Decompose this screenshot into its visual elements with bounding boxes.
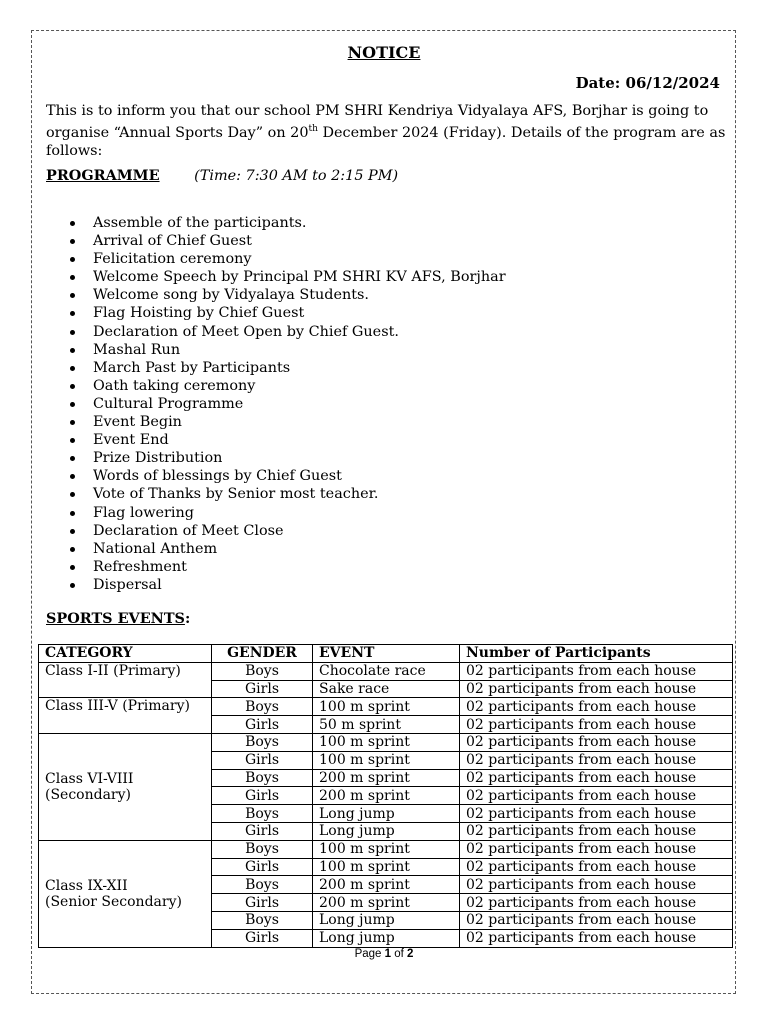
bullet-icon	[70, 257, 75, 262]
programme-item	[46, 431, 506, 449]
bullet-icon	[70, 474, 75, 479]
programme-list	[46, 214, 506, 594]
programme-item	[46, 268, 506, 286]
participants-cell: 02 participants from each house	[460, 698, 733, 716]
bullet-icon	[70, 529, 75, 534]
programme-item	[46, 467, 506, 485]
header-gender: GENDER	[212, 645, 313, 663]
bullet-icon	[70, 420, 75, 425]
bullet-icon	[70, 583, 75, 588]
category-line: Class III-V (Primary)	[45, 698, 190, 715]
bullet-icon	[70, 275, 75, 280]
category-line: Class IX-XII	[45, 877, 128, 894]
table-row	[39, 840, 733, 858]
table-row	[39, 698, 733, 716]
gender-cell: Boys	[212, 876, 313, 894]
gender-cell: Boys	[212, 805, 313, 823]
programme-item-text: Mashal Run	[93, 341, 181, 358]
programme-item	[46, 522, 506, 540]
page-total: 2	[407, 948, 414, 960]
programme-item	[46, 232, 506, 250]
bullet-icon	[70, 438, 75, 443]
participants-cell: 02 participants from each house	[460, 769, 733, 787]
programme-item	[46, 449, 506, 467]
programme-item-text: Event Begin	[93, 414, 182, 431]
bullet-icon	[70, 330, 75, 335]
gender-cell: Boys	[212, 698, 313, 716]
sports-events-heading	[46, 610, 190, 627]
category-cell	[39, 662, 212, 698]
programme-item-text: Flag Hoisting by Chief Guest	[93, 305, 305, 322]
participants-cell: 02 participants from each house	[460, 662, 733, 680]
programme-item-text: Declaration of Meet Close	[93, 522, 284, 539]
table-header-row	[39, 645, 733, 663]
sports-events-colon: :	[184, 610, 191, 627]
programme-item	[46, 286, 506, 304]
bullet-icon	[70, 492, 75, 497]
event-cell: 200 m sprint	[313, 787, 460, 805]
participants-cell: 02 participants from each house	[460, 733, 733, 751]
gender-cell: Boys	[212, 769, 313, 787]
gender-cell: Girls	[212, 787, 313, 805]
programme-item-text: Arrival of Chief Guest	[93, 233, 252, 250]
gender-cell: Girls	[212, 929, 313, 947]
event-cell: Chocolate race	[313, 662, 460, 680]
programme-item	[46, 485, 506, 503]
participants-cell: 02 participants from each house	[460, 680, 733, 698]
programme-item-text: Dispersal	[93, 576, 162, 593]
category-line: Class I-II (Primary)	[45, 662, 181, 679]
event-cell: 100 m sprint	[313, 840, 460, 858]
header-participants: Number of Participants	[460, 645, 733, 663]
page-prefix: Page	[354, 948, 385, 960]
programme-item-text: Prize Distribution	[93, 450, 223, 467]
programme-item	[46, 304, 506, 322]
bullet-icon	[70, 402, 75, 407]
programme-item-text: March Past by Participants	[93, 359, 291, 376]
participants-cell: 02 participants from each house	[460, 840, 733, 858]
header-category: CATEGORY	[39, 645, 212, 663]
bullet-icon	[70, 456, 75, 461]
programme-item	[46, 395, 506, 413]
gender-cell: Girls	[212, 680, 313, 698]
programme-item-text: Event End	[93, 432, 169, 449]
programme-item	[46, 341, 506, 359]
notice-date: Date: 06/12/2024	[575, 74, 720, 92]
gender-cell: Boys	[212, 911, 313, 929]
event-cell: Long jump	[313, 911, 460, 929]
programme-item	[46, 540, 506, 558]
header-event: EVENT	[313, 645, 460, 663]
bullet-icon	[70, 239, 75, 244]
participants-cell: 02 participants from each house	[460, 911, 733, 929]
participants-cell: 02 participants from each house	[460, 858, 733, 876]
gender-cell: Girls	[212, 751, 313, 769]
event-cell: Long jump	[313, 805, 460, 823]
gender-cell: Boys	[212, 840, 313, 858]
category-cell	[39, 698, 212, 734]
bullet-icon	[70, 293, 75, 298]
event-cell: 200 m sprint	[313, 876, 460, 894]
event-cell: Long jump	[313, 929, 460, 947]
programme-item-text: Flag lowering	[93, 504, 195, 521]
participants-cell: 02 participants from each house	[460, 876, 733, 894]
programme-item	[46, 214, 506, 232]
programme-item	[46, 576, 506, 594]
sports-events-label: SPORTS EVENTS	[46, 610, 185, 627]
bullet-icon	[70, 221, 75, 226]
programme-label: PROGRAMME	[46, 167, 160, 184]
notice-title: NOTICE	[347, 43, 421, 62]
gender-cell: Girls	[212, 858, 313, 876]
bullet-icon	[70, 547, 75, 552]
participants-cell: 02 participants from each house	[460, 787, 733, 805]
category-cell	[39, 733, 212, 840]
participants-cell: 02 participants from each house	[460, 894, 733, 912]
page-number	[0, 948, 768, 960]
programme-item-text: Welcome Speech by Principal PM SHRI KV AFS, Borjhar	[93, 269, 506, 286]
participants-cell: 02 participants from each house	[460, 822, 733, 840]
programme-item-text: Assemble of the participants.	[93, 215, 307, 231]
programme-item	[46, 558, 506, 576]
programme-item	[46, 504, 506, 522]
page-current: 1	[384, 948, 392, 960]
programme-item-text: Oath taking ceremony	[93, 377, 256, 394]
category-line: (Senior Secondary)	[45, 893, 182, 910]
table-row	[39, 733, 733, 751]
programme-item	[46, 250, 506, 268]
page-of: of	[391, 948, 408, 960]
intro-ordinal-suffix: th	[308, 124, 318, 134]
gender-cell: Girls	[212, 716, 313, 734]
bullet-icon	[70, 348, 75, 353]
bullet-icon	[70, 565, 75, 570]
event-cell: Sake race	[313, 680, 460, 698]
event-cell: 100 m sprint	[313, 751, 460, 769]
table-row	[39, 662, 733, 680]
participants-cell: 02 participants from each house	[460, 805, 733, 823]
programme-item-text: Words of blessings by Chief Guest	[93, 468, 342, 485]
event-cell: 100 m sprint	[313, 698, 460, 716]
gender-cell: Girls	[212, 822, 313, 840]
gender-cell: Boys	[212, 733, 313, 751]
participants-cell: 02 participants from each house	[460, 929, 733, 947]
sports-events-table	[38, 644, 733, 948]
category-line: Class VI-VIII	[45, 770, 134, 787]
gender-cell: Girls	[212, 894, 313, 912]
programme-item-text: Vote of Thanks by Senior most teacher.	[93, 486, 379, 503]
programme-item-text: Refreshment	[93, 558, 187, 575]
programme-item-text: Cultural Programme	[93, 395, 244, 412]
intro-text-1: This is to inform you that our school PM SHRI Kendriya Vidyalaya AFS, Borjhar is going to organise “Annual Sports Day” on 20	[46, 103, 709, 141]
participants-cell: 02 participants from each house	[460, 751, 733, 769]
programme-time: (Time: 7:30 AM to 2:15 PM)	[194, 168, 399, 184]
event-cell: 100 m sprint	[313, 733, 460, 751]
bullet-icon	[70, 511, 75, 516]
event-cell: 100 m sprint	[313, 858, 460, 876]
programme-item-text: National Anthem	[93, 540, 218, 557]
bullet-icon	[70, 311, 75, 316]
programme-item	[46, 377, 506, 395]
event-cell: Long jump	[313, 822, 460, 840]
programme-item-text: Welcome song by Vidyalaya Students.	[93, 287, 369, 304]
event-cell: 200 m sprint	[313, 894, 460, 912]
intro-text-2: December 2024 (Friday). Details of the program are as follows:	[46, 124, 726, 159]
programme-heading	[46, 167, 398, 184]
event-cell: 200 m sprint	[313, 769, 460, 787]
programme-item-text: Felicitation ceremony	[93, 251, 252, 268]
programme-item-text: Declaration of Meet Open by Chief Guest.	[93, 323, 399, 340]
category-cell	[39, 840, 212, 947]
programme-item	[46, 359, 506, 377]
participants-cell: 02 participants from each house	[460, 716, 733, 734]
intro-paragraph	[46, 102, 736, 160]
gender-cell: Boys	[212, 662, 313, 680]
bullet-icon	[70, 384, 75, 389]
programme-item	[46, 413, 506, 431]
event-cell: 50 m sprint	[313, 716, 460, 734]
programme-item	[46, 323, 506, 341]
bullet-icon	[70, 366, 75, 371]
category-line: (Secondary)	[45, 786, 131, 803]
